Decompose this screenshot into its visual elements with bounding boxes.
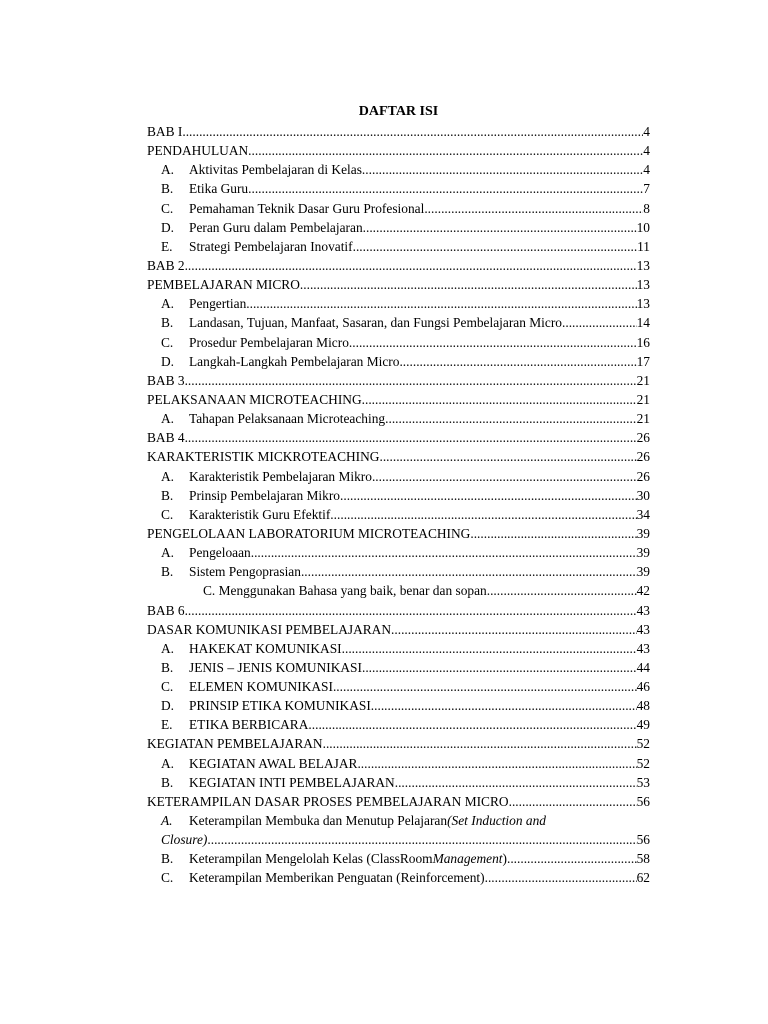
toc-entry-marker: D.	[161, 353, 175, 369]
toc-entry-text: Strategi Pembelajaran Inovatif	[189, 238, 353, 254]
toc-entry-page: 30	[636, 487, 650, 503]
toc-entry-text: BAB 4	[147, 430, 185, 446]
toc-entry-page: 34	[636, 506, 650, 522]
toc-entry-page: 8	[643, 200, 650, 216]
toc-entry	[147, 294, 650, 313]
toc-entry-text: Keterampilan Membuka dan Menutup Pelajaran	[189, 813, 448, 829]
toc-entry-text: BAB 6	[147, 602, 185, 618]
toc-entry-page: 13	[636, 296, 650, 312]
toc-entry-marker: C.	[161, 334, 174, 350]
toc-entry-text: Langkah-Langkah Pembelajaran Micro	[189, 353, 400, 369]
toc-entry	[147, 658, 650, 677]
toc-entry-marker: E.	[161, 717, 173, 733]
toc-entry	[147, 811, 650, 830]
toc-entry	[147, 428, 650, 447]
toc-entry	[147, 849, 650, 868]
toc-entry-marker: A.	[161, 468, 175, 484]
toc-entry	[147, 467, 650, 486]
toc-entry	[147, 562, 650, 581]
toc-leader-dots	[353, 237, 637, 256]
toc-leader-dots	[357, 754, 636, 773]
toc-entry-page: 43	[636, 640, 650, 656]
toc-entry	[147, 352, 650, 371]
toc-entry	[147, 868, 650, 887]
toc-entry	[147, 601, 650, 620]
toc-leader-dots	[301, 562, 637, 581]
toc-leader-dots	[330, 505, 636, 524]
toc-leader-dots	[185, 371, 637, 390]
toc-leader-dots	[323, 734, 637, 753]
toc-entry-page: 53	[636, 774, 650, 790]
toc-entry-page: 58	[636, 851, 650, 867]
toc-entry	[147, 715, 650, 734]
toc-leader-dots	[485, 868, 637, 887]
toc-entry-page: 39	[636, 564, 650, 580]
toc-entry-text: HAKEKAT KOMUNIKASI	[189, 640, 342, 656]
toc-entry	[147, 390, 650, 409]
toc-entry	[147, 122, 650, 141]
toc-entry-page: 49	[636, 717, 650, 733]
toc-entry	[147, 447, 650, 466]
toc-entry-marker: D.	[161, 698, 175, 714]
toc-entry-page: 46	[636, 679, 650, 695]
toc-entry-text: BAB I	[147, 123, 183, 139]
toc-entry-text: ELEMEN KOMUNIKASI	[189, 679, 333, 695]
toc-entry-page: 4	[643, 123, 650, 139]
toc-entry-text: Keterampilan Memberikan Penguatan (Reinforcement)	[189, 870, 485, 886]
toc-leader-dots	[185, 601, 637, 620]
toc-entry-marker: A.	[161, 813, 173, 829]
toc-entry-marker: C.	[161, 679, 174, 695]
toc-leader-dots	[562, 313, 637, 332]
toc-entry-text-italic: Closure)	[161, 832, 208, 848]
toc-entry-marker: A.	[161, 296, 175, 312]
toc-entry	[147, 581, 650, 600]
toc-leader-dots	[248, 179, 643, 198]
toc-entry-marker: B.	[161, 181, 174, 197]
toc-entry-marker: B.	[161, 487, 174, 503]
toc-leader-dots	[248, 141, 643, 160]
toc-leader-dots	[424, 199, 643, 218]
toc-entry-text: Peran Guru dalam Pembelajaran	[189, 219, 363, 235]
toc-entry-page: 17	[636, 353, 650, 369]
toc-entry-page: 21	[636, 372, 650, 388]
toc-entry-marker: A.	[161, 755, 175, 771]
toc-entry-page: 44	[636, 659, 650, 675]
toc-entry-text: Pemahaman Teknik Dasar Guru Profesional	[189, 200, 425, 216]
toc-entry-page: 48	[636, 698, 650, 714]
toc-entry-page: 4	[643, 162, 650, 178]
toc-entry-marker: B.	[161, 659, 174, 675]
toc-entry	[147, 773, 650, 792]
toc-entry-page: 21	[636, 411, 650, 427]
toc-entry-text: Sistem Pengoprasian	[189, 564, 301, 580]
toc-leader-dots	[399, 352, 636, 371]
toc-leader-dots	[246, 294, 636, 313]
toc-entry-marker: A.	[161, 162, 175, 178]
toc-entry-page: 62	[636, 870, 650, 886]
toc-entry	[147, 256, 650, 275]
toc-leader-dots	[385, 409, 636, 428]
toc-entry	[147, 179, 650, 198]
toc-leader-dots	[487, 581, 637, 600]
toc-leader-dots	[362, 160, 643, 179]
toc-entry	[147, 275, 650, 294]
toc-entry	[147, 505, 650, 524]
toc-entry	[147, 830, 650, 849]
toc-entry-page: 43	[636, 621, 650, 637]
toc-entry-page: 4	[643, 143, 650, 159]
toc-entry-text: Aktivitas Pembelajaran di Kelas	[189, 162, 362, 178]
toc-entry-text: C. Menggunakan Bahasa yang baik, benar dan sopan	[203, 583, 487, 599]
toc-leader-dots	[362, 390, 637, 409]
toc-entry-marker: A.	[161, 411, 175, 427]
toc-entry-text: KETERAMPILAN DASAR PROSES PEMBELAJARAN MICRO	[147, 793, 509, 809]
toc-entry-text: PEMBELAJARAN MICRO	[147, 277, 300, 293]
toc-entry-text: Tahapan Pelaksanaan Microteaching	[189, 411, 386, 427]
toc-entry-text: KEGIATAN AWAL BELAJAR	[189, 755, 358, 771]
toc-entry-page: 16	[636, 334, 650, 350]
toc-leader-dots	[349, 333, 637, 352]
toc-entry-text: PENGELOLAAN LABORATORIUM MICROTEACHING	[147, 525, 471, 541]
toc-entry-text: BAB 2	[147, 257, 185, 273]
toc-entry-page: 39	[636, 545, 650, 561]
toc-entry-text: Pengertian	[189, 296, 247, 312]
toc-entry-page: 13	[636, 257, 650, 273]
toc-entry-marker: E.	[161, 238, 173, 254]
toc-entry-text: Landasan, Tujuan, Manfaat, Sasaran, dan Fungsi Pembelajaran Micro	[189, 315, 562, 331]
toc-leader-dots	[372, 467, 637, 486]
toc-entry	[147, 792, 650, 811]
toc-entry-text: PELAKSANAAN MICROTEACHING	[147, 391, 362, 407]
toc-entry-text: BAB 3	[147, 372, 185, 388]
toc-entry-text-italic: Management	[432, 851, 503, 867]
toc-entry-page: 52	[636, 755, 650, 771]
toc-entry	[147, 486, 650, 505]
toc-entry-page: 56	[636, 793, 650, 809]
toc-leader-dots	[185, 256, 637, 275]
toc-entry-text: PRINSIP ETIKA KOMUNIKASI	[189, 698, 371, 714]
toc-leader-dots	[391, 620, 637, 639]
toc-entry	[147, 141, 650, 160]
toc-leader-dots	[333, 677, 637, 696]
toc-entry	[147, 696, 650, 715]
toc-entry-marker: C.	[161, 870, 174, 886]
toc-entry	[147, 524, 650, 543]
toc-entry-text-after: )	[502, 851, 507, 867]
toc-leader-dots	[182, 122, 643, 141]
toc-entry-marker: C.	[161, 200, 174, 216]
toc-entry	[147, 218, 650, 237]
toc-entry-marker: B.	[161, 851, 174, 867]
toc-entry-page: 52	[636, 736, 650, 752]
toc-leader-dots	[340, 486, 637, 505]
toc-entry-text: KEGIATAN PEMBELAJARAN	[147, 736, 323, 752]
toc-entry-text: Pengeloaan	[189, 545, 251, 561]
toc-entry	[147, 237, 650, 256]
toc-entry	[147, 754, 650, 773]
toc-entry-text: KARAKTERISTIK MICKROTEACHING	[147, 449, 380, 465]
toc-leader-dots	[207, 830, 636, 849]
toc-entry-text: Prinsip Pembelajaran Mikro	[189, 487, 340, 503]
toc-entry-text: DASAR KOMUNIKASI PEMBELAJARAN	[147, 621, 392, 637]
toc-leader-dots	[509, 792, 637, 811]
page-title: DAFTAR ISI	[358, 104, 439, 119]
toc-entry-marker: A.	[161, 545, 175, 561]
toc-leader-dots	[395, 773, 637, 792]
toc-entry	[147, 333, 650, 352]
toc-entry-text: Karakteristik Pembelajaran Mikro	[189, 468, 372, 484]
toc-leader-dots	[251, 543, 637, 562]
toc-entry-page: 13	[636, 277, 650, 293]
toc-leader-dots	[300, 275, 637, 294]
toc-entry-text: Prosedur Pembelajaran Micro	[189, 334, 349, 350]
toc-entry-text-italic: (Set Induction and	[447, 813, 546, 829]
toc-entry-page: 26	[636, 449, 650, 465]
toc-entry-page: 14	[636, 315, 650, 331]
toc-entry	[147, 160, 650, 179]
toc-entry-text: PENDAHULUAN	[147, 143, 249, 159]
toc-entry-marker: D.	[161, 219, 175, 235]
toc-entry-text: ETIKA BERBICARA	[189, 717, 309, 733]
toc-entry-marker: B.	[161, 774, 174, 790]
toc-entry	[147, 371, 650, 390]
toc-leader-dots	[470, 524, 636, 543]
toc-entry	[147, 543, 650, 562]
toc-leader-dots	[507, 849, 637, 868]
toc-entry-page: 56	[636, 832, 650, 848]
toc-entry-marker: A.	[161, 640, 175, 656]
toc-leader-dots	[308, 715, 636, 734]
toc-entry-page: 11	[637, 238, 650, 254]
toc-leader-dots	[379, 447, 636, 466]
toc-entry-page: 26	[636, 468, 650, 484]
table-of-contents	[147, 101, 650, 888]
toc-entry	[147, 677, 650, 696]
toc-leader-dots	[362, 658, 637, 677]
toc-entry-page: 21	[636, 391, 650, 407]
toc-entry-page: 7	[643, 181, 650, 197]
toc-entry-page: 42	[636, 583, 650, 599]
toc-entry-text: KEGIATAN INTI PEMBELAJARAN	[189, 774, 395, 790]
toc-entry	[147, 620, 650, 639]
toc-entry	[147, 199, 650, 218]
toc-entry-page: 43	[636, 602, 650, 618]
toc-leader-dots	[185, 428, 637, 447]
toc-entry-marker: B.	[161, 315, 174, 331]
toc-leader-dots	[371, 696, 637, 715]
toc-entries	[147, 122, 650, 888]
toc-entry-marker: C.	[161, 506, 174, 522]
toc-entry	[147, 639, 650, 658]
toc-entry	[147, 313, 650, 332]
toc-entry-page: 39	[636, 525, 650, 541]
toc-entry-marker: B.	[161, 564, 174, 580]
toc-entry-text: Keterampilan Mengelolah Kelas (ClassRoom	[189, 851, 433, 867]
toc-entry	[147, 409, 650, 428]
toc-entry-text: JENIS – JENIS KOMUNIKASI	[189, 659, 362, 675]
toc-leader-dots	[363, 218, 637, 237]
toc-entry-text: Karakteristik Guru Efektif	[189, 506, 331, 522]
toc-entry-text: Etika Guru	[189, 181, 249, 197]
toc-entry-page: 10	[636, 219, 650, 235]
toc-entry-page: 26	[636, 430, 650, 446]
toc-leader-dots	[342, 639, 637, 658]
toc-entry	[147, 735, 650, 754]
